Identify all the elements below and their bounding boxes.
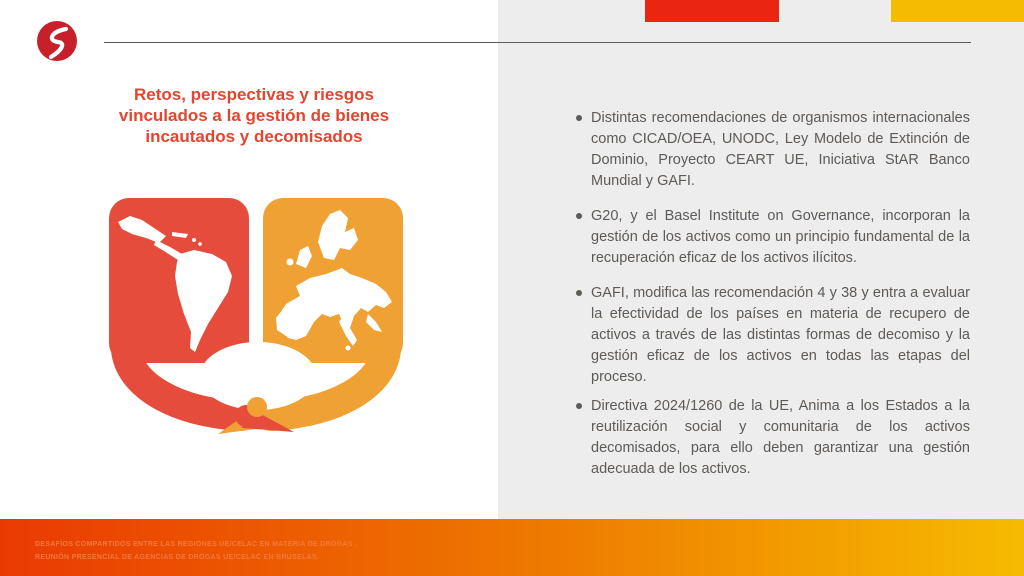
list-item — [576, 396, 970, 480]
header-divider-line — [104, 42, 971, 43]
bullet-text: Distintas recomendaciones de organismos internacionales como CICAD/OEA, UNODC, Ley Modelo de Extinción de Dominio, Proyecto CEART UE, Iniciativa StAR Banco Mundial y GAFI. — [591, 110, 970, 189]
bullet-marker-icon — [576, 115, 582, 121]
bullet-marker-icon — [576, 290, 582, 296]
footer-line-2: REUNIÓN PRESENCIAL DE AGENCIAS DE DROGAS UE/CELAC EN BRUSELAS. — [35, 554, 320, 561]
footer-line-1: DESAFÍOS COMPARTIDOS ENTRE LAS REGIONES UE/CELAC EN MATERIA DE DROGAS - — [35, 541, 358, 548]
list-item — [576, 108, 970, 192]
list-item — [576, 206, 970, 269]
footer-bar — [0, 519, 1024, 576]
bullet-list — [576, 108, 970, 494]
bullet-marker-icon — [576, 213, 582, 219]
top-accent-bar-red — [645, 0, 779, 22]
slide-title: Retos, perspectivas y riesgos vinculados a la gestión de bienes incautados y decomisados — [118, 85, 390, 146]
footer-caption — [35, 538, 358, 564]
bullet-text: GAFI, modifica las recomendación 4 y 38 y entra a evaluar la efectividad de los países en materia de recupero de activos a través de las distintas formas de decomiso y la gestión eficaz de los activos en todas las etapas del proceso. — [591, 285, 970, 385]
brand-wave-ribbon-logo-icon — [36, 20, 78, 62]
top-accent-bar-yellow — [891, 0, 1024, 22]
latam-europe-bubbles-graphic — [96, 190, 416, 445]
list-item — [576, 283, 970, 388]
bullet-text: Directiva 2024/1260 de la UE, Anima a los Estados a la reutilización social y comunitaria de los activos decomisados, para ello deben garantizar una gestión adecuada de los activos. — [591, 398, 970, 477]
bullet-text: G20, y el Basel Institute on Governance, incorporan la gestión de los activos como un principio fundamental de la recuperación eficaz de los activos ilícitos. — [591, 208, 970, 266]
bullet-marker-icon — [576, 403, 582, 409]
